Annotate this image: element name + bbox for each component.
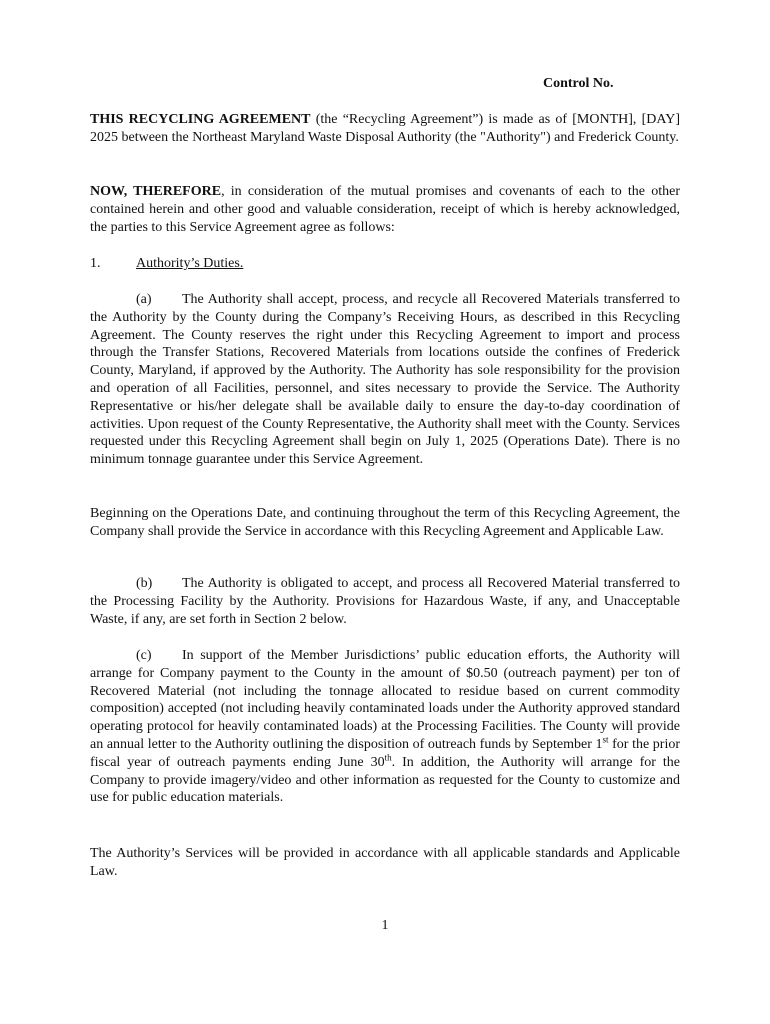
subsection-a-text: The Authority shall accept, process, and recycle all Recovered Materials transferred to the Authority by the County during the Company’s Receiving Hours, as described in this Recycling Agreement. The County reserves the right under this Recycling Agreement to import and process through the Transfer Stations, Recovered Materials from locations outside the confines of Frederick County, Maryland, if approved by the Authority. The Authority has sole responsibility for the provision and operation of all Facilities, personnel, and sites necessary to provide the Service. The Authority Representative or his/her delegate shall be available daily to ensure the day-to-day coordination of activities. Upon request of the County Representative, the Authority shall meet with the County. Services requested under this Recycling Agreement shall begin on July 1, 2025 (Operations Date). There is no minimum tonnage guarantee under this Service Agreement. [90, 292, 680, 468]
subsection-b-text: The Authority is obligated to accept, and process all Recovered Material transferred to the Processing Facility by the Authority. Provisions for Hazardous Waste, if any, and Unacceptable Waste, if any, are set forth in Section 2 below. [90, 576, 680, 627]
subsection-b-label: (b) [136, 576, 153, 591]
intro-text: (the “Recycling Agreement”) is made as of [MONTH], [DAY] 2025 between the Northeast Maryland Waste Disposal Authority (the "Authority") and Frederick County. [90, 112, 680, 145]
ordinal-suffix-th: th [384, 752, 392, 763]
ordinal-suffix-st: st [602, 734, 609, 745]
subsection-c-label: (c) [136, 648, 152, 663]
section-1-heading [90, 256, 243, 272]
recital-paragraph [90, 183, 680, 236]
beginning-paragraph: Beginning on the Operations Date, and continuing throughout the term of this Recycling Agreement, the Company shall provide the Service in accordance with this Recycling Agreement and Applicable Law. [90, 506, 680, 539]
subsection-c-text-1: In support of the Member Jurisdictions’ public education efforts, the Authority will arrange for Company payment to the County in the amount of $0.50 (outreach payment) per ton of Recovered Material (not including the tonnage allocated to residue based on current commodity composition) accepted (not including heavily contaminated loads under the Authority approved standard operating protocol for heavily contaminated loads) at the Processing Facilities. The County will provide an annual letter to the Authority outlining the disposition of outreach funds by September 1 [90, 648, 680, 752]
subsection-a-label: (a) [136, 292, 152, 307]
subsection-b [90, 575, 680, 628]
subsection-a [90, 291, 680, 469]
subsection-c-text-3: . In addition, the Authority will arrange for the Company to provide imagery/video and other information as requested for the County to customize and use for public education materials. [90, 754, 680, 806]
intro-bold-lead: THIS RECYCLING AGREEMENT [90, 112, 311, 127]
page-number: 1 [381, 918, 389, 933]
recital-bold-lead: NOW, THEREFORE [90, 184, 222, 199]
closing-paragraph: The Authority’s Services will be provided in accordance with all applicable standards and Applicable Law. [90, 846, 680, 879]
subsection-c [90, 647, 680, 807]
control-number-label: Control No. [543, 76, 614, 91]
subsection-c-text-2: for the prior fiscal year of outreach payments ending June 30 [90, 736, 680, 770]
recital-text: , in consideration of the mutual promises and covenants of each to the other contained herein and other good and valuable consideration, receipt of which is hereby acknowledged, the parties to this Service Agreement agree as follows: [90, 184, 680, 235]
section-1-number: 1. [90, 256, 101, 271]
section-1-title: Authority’s Duties. [136, 256, 244, 271]
intro-paragraph [90, 111, 680, 147]
